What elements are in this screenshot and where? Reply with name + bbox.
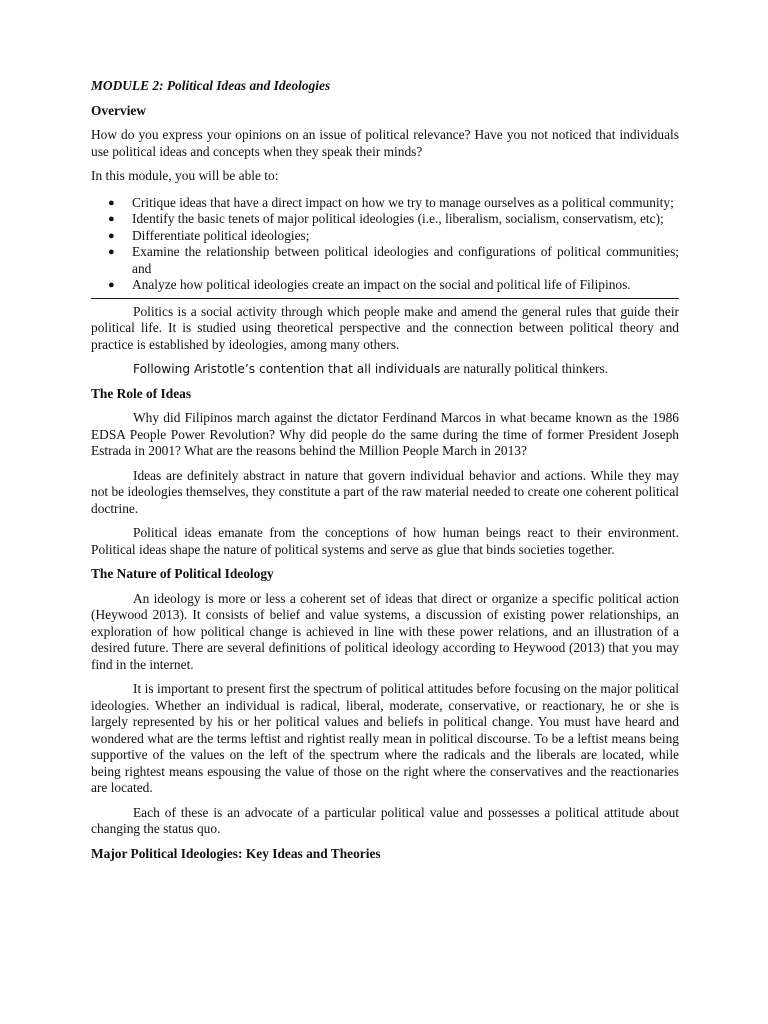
horizontal-divider [91,298,679,299]
role-paragraph-2: Ideas are definitely abstract in nature that govern individual behavior and actions. While they may not be ideologies themselves, they constitute a part of the raw material needed to create one coherent political doctrine. [91,467,679,516]
nature-paragraph-2: It is important to present first the spectrum of political attitudes before focusing on the major political ideologies. Whether an individual is radical, liberal, moderate, conservative, or reactionary, he or she is largely represented by his or her political values and beliefs in political change. You must have heard and wondered what are the terms leftist and rightist really mean in political discourse. To be a leftist means being supportive of the values on the left of the spectrum where the radicals and the liberals are located, while being rightest means espousing the value of those on the right where the conservatives and the reactionaries are located. [91,681,679,795]
bullet-icon: ● [108,229,115,242]
nature-paragraph-1: An ideology is more or less a coherent set of ideas that direct or organize a specific political action (Heywood 2013). It consists of belief and value systems, a discussion of existing power relationships, an exploration of how political change is achieved in line with these power relations, and an illustration of a desired future. There are several definitions of political ideology according to Heywood (2013) that you may find in the internet. [91,590,679,672]
aristotle-paragraph [91,361,679,378]
list-item: ● Analyze how political ideologies create an impact on the social and political life of Filipinos. [108,277,631,292]
aristotle-serif-run: are naturally political thinkers. [440,361,609,376]
role-paragraph-3: Political ideas emanate from the conceptions of how human beings react to their environment. Political ideas shape the nature of political systems and serve as glue that binds societies together. [91,525,679,557]
nature-heading: The Nature of Political Ideology [91,566,274,581]
bullet-icon: ● [108,279,115,291]
module-title: MODULE 2: Political Ideas and Ideologies [91,78,331,93]
overview-heading: Overview [91,102,147,118]
list-item: ● Examine the relationship between political ideologies and configurations of political communities; and [108,244,679,276]
bullet-icon: ● [108,246,115,258]
role-of-ideas-heading: The Role of Ideas [91,385,192,401]
bullet-icon: ● [108,196,115,209]
bullet-icon: ● [108,213,115,225]
list-item: ● Differentiate political ideologies; [108,227,310,243]
objectives-list [91,195,679,294]
aristotle-sans-run: Following Aristotle’s contention that all individuals [133,362,441,376]
major-ideologies-heading: Major Political Ideologies: Key Ideas and Theories [91,845,381,861]
role-paragraph-1: Why did Filipinos march against the dictator Ferdinand Marcos in what became known as the 1986 EDSA People Power Revolution? Why did people do the same during the time of former President Joseph Estrada in 2001? What are the reasons behind the Million People March in 2013? [91,410,679,458]
objectives-intro: In this module, you will be able to: [91,168,279,183]
overview-paragraph: How do you express your opinions on an issue of political relevance? Have you not noticed that individuals use political ideas and concepts when they speak their minds? [91,127,679,159]
list-item: ● Identify the basic tenets of major political ideologies (i.e., liberalism, socialism, conservatism, etc); [108,211,664,226]
document-body [91,78,679,870]
politics-paragraph: Politics is a social activity through which people make and amend the general rules that guide their political life. It is studied using theoretical perspective and the connection between political theory and practice is established by ideologies, among many others. [91,303,679,352]
list-item: ● Critique ideas that have a direct impact on how we try to manage ourselves as a political community; [108,194,674,210]
nature-paragraph-3: Each of these is an advocate of a particular political value and possesses a political attitude about changing the status quo. [91,804,679,836]
